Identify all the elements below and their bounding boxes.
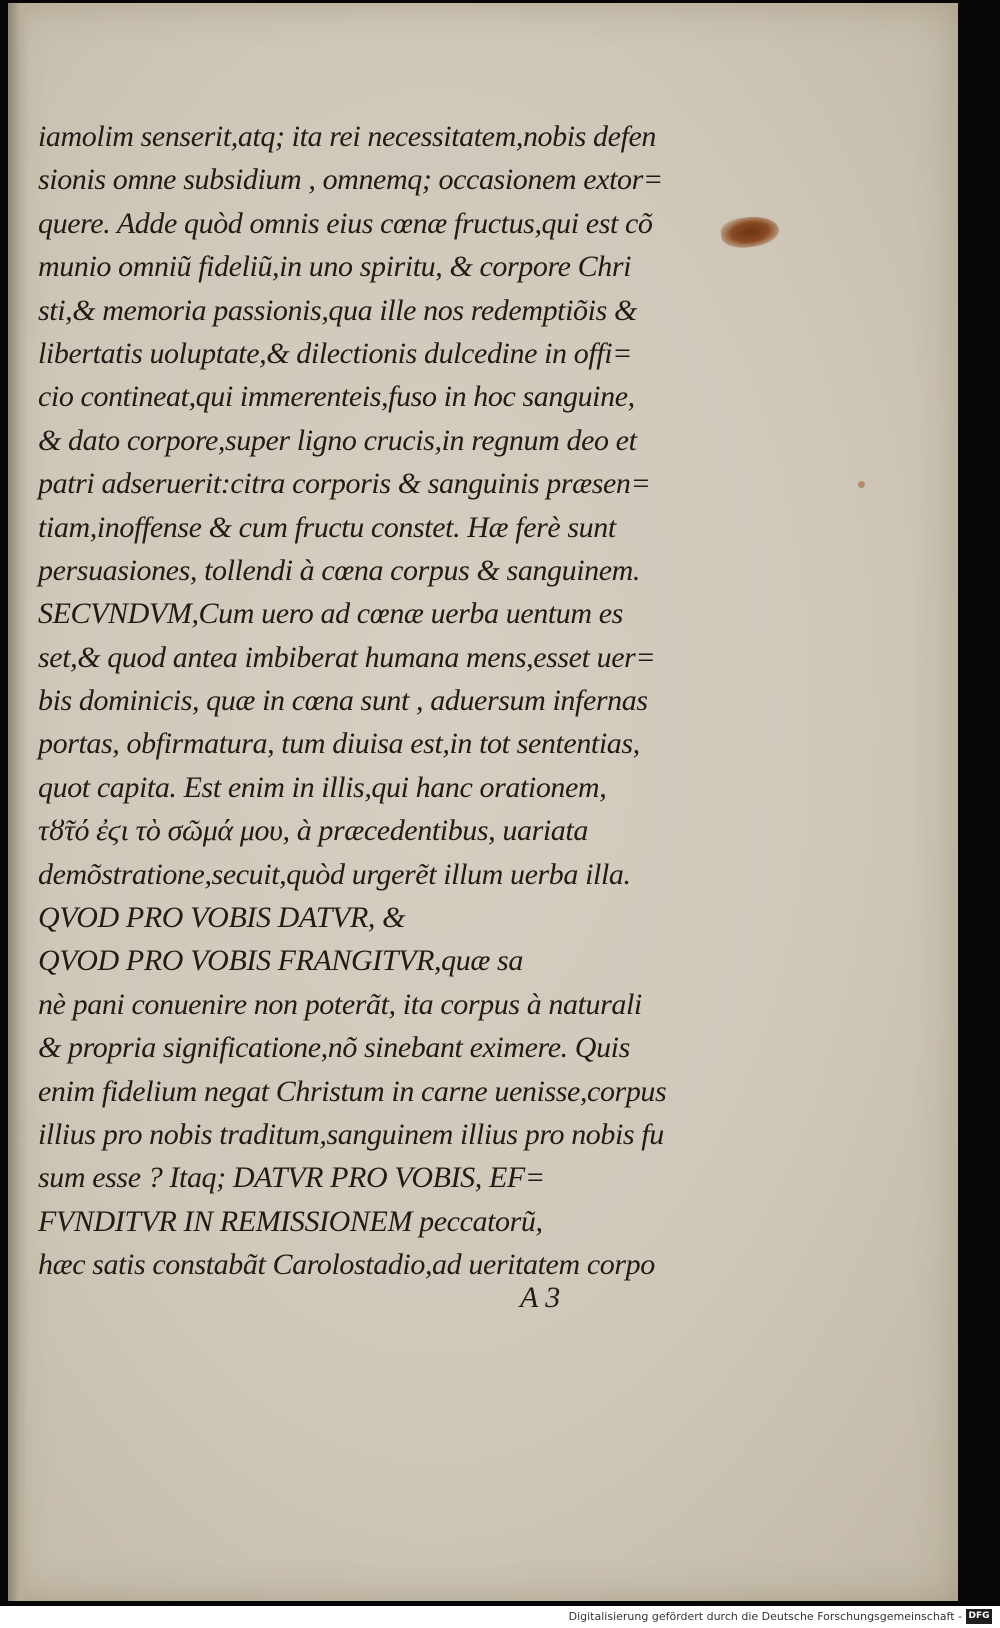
text-line: & propria significatione,nõ sinebant eximere. Quis: [38, 1031, 630, 1065]
text-line: sti,& memoria passionis,qua ille nos redemptiõis &: [38, 293, 637, 327]
text-line: enim fidelium negat Christum in carne uenisse,corpus: [38, 1074, 667, 1108]
text-line: set,& quod antea imbiberat humana mens,esset uer=: [38, 640, 656, 674]
text-line: quot capita. Est enim in illis,qui hanc orationem,: [38, 770, 607, 804]
text-line: tiam,inoffense & cum fructu constet. Hæ ferè sunt: [38, 510, 616, 544]
footer-strip: [0, 1606, 1000, 1628]
text-line: FVNDITVR IN REMISSIONEM peccatorũ,: [38, 1204, 543, 1238]
binding-gutter: [8, 3, 28, 1601]
paper-page: [8, 3, 958, 1601]
text-line: munio omniũ fideliũ,in uno spiritu, & corpore Chri: [38, 250, 632, 284]
text-line: patri adseruerit:citra corporis & sanguinis præsen=: [38, 467, 651, 501]
text-block: [38, 115, 718, 1287]
text-line: demõstratione,secuit,quòd urgerẽt illum uerba illa.: [38, 857, 631, 891]
text-line: sionis omne subsidium , omnemq; occasionem extor=: [38, 163, 663, 197]
text-line: SECVNDVM,Cum uero ad cœnæ uerba uentum es: [38, 597, 623, 631]
text-line: portas, obfirmatura, tum diuisa est,in tot sententias,: [38, 727, 640, 761]
signature-mark: A 3: [520, 1281, 561, 1314]
text-line: hæc satis constabãt Carolostadio,ad ueritatem corpo: [38, 1248, 655, 1282]
text-line: τȣ̃τό ἐϛι τὸ σῶμά μου, à præcedentibus, uariata: [38, 814, 588, 848]
text-line: & dato corpore,super ligno crucis,in regnum deo et: [38, 423, 637, 457]
ink-stain: [719, 213, 781, 251]
dfg-logo-icon: DFG: [966, 1609, 992, 1624]
text-line: libertatis uoluptate,& dilectionis dulcedine in offi=: [38, 336, 632, 370]
text-line: QVOD PRO VOBIS FRANGITVR,quæ sa: [38, 944, 523, 978]
text-line: cio contineat,qui immerenteis,fuso in hoc sanguine,: [38, 380, 635, 414]
text-line: QVOD PRO VOBIS DATVR, &: [38, 901, 406, 935]
text-line: iamolim senserit,atq; ita rei necessitatem,nobis defen: [38, 120, 657, 153]
text-line: illius pro nobis traditum,sanguinem illius pro nobis fu: [38, 1117, 664, 1151]
text-line: persuasiones, tollendi à cœna corpus & sanguinem.: [38, 553, 641, 587]
text-line: sum esse ? Itaq; DATVR PRO VOBIS, EF=: [38, 1161, 545, 1195]
funding-credit: Digitalisierung gefördert durch die Deutsche Forschungsgemeinschaft -: [568, 1610, 962, 1623]
text-line: quere. Adde quòd omnis eius cœnæ fructus,qui est cõ: [38, 206, 653, 240]
text-line: nè pani conuenire non poterãt, ita corpus à naturali: [38, 987, 642, 1021]
text-line: bis dominicis, quæ in cœna sunt , aduersum infernas: [38, 684, 648, 718]
paper-speck: [858, 481, 865, 488]
